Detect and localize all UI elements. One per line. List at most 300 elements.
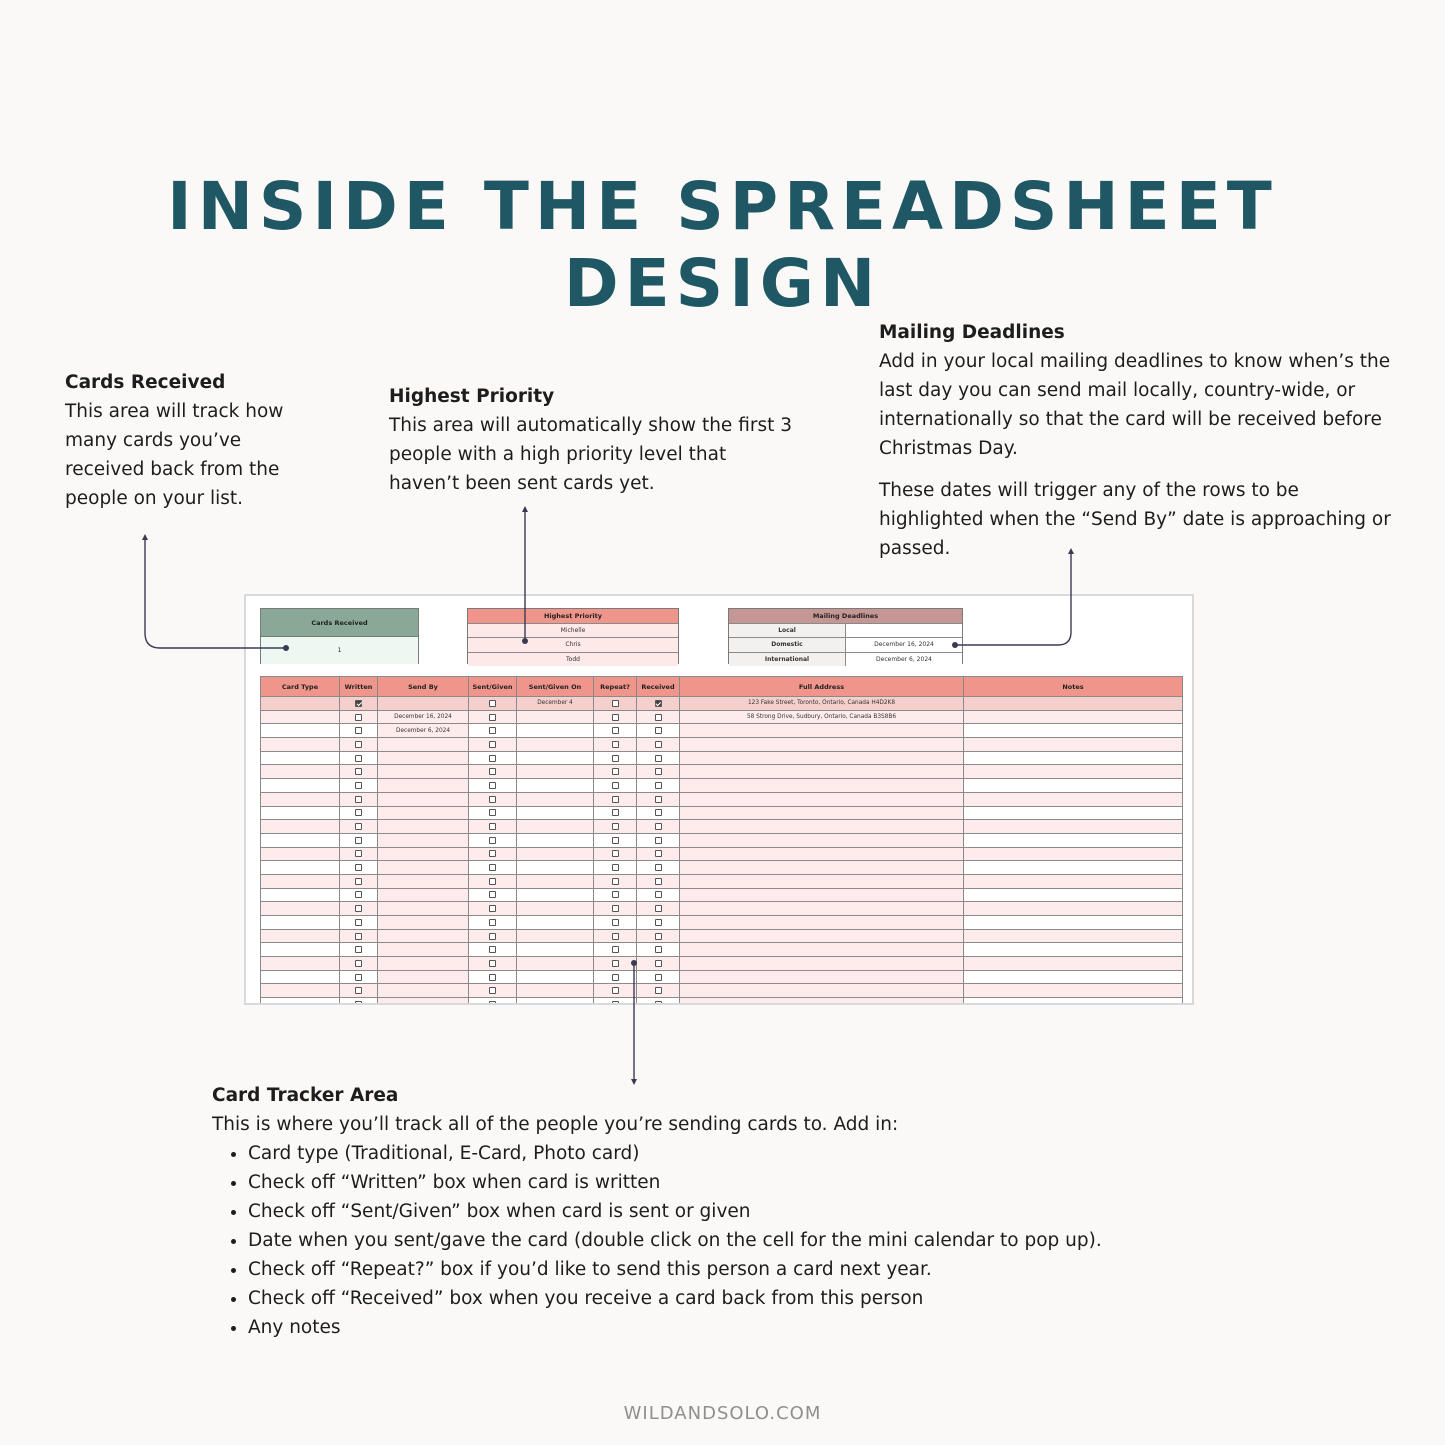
- checkbox[interactable]: [355, 960, 362, 967]
- cell-send-by[interactable]: [378, 984, 469, 998]
- checkbox[interactable]: [355, 987, 362, 994]
- checkbox[interactable]: [355, 891, 362, 898]
- cell-send-by[interactable]: [378, 847, 469, 861]
- cell-received[interactable]: [637, 902, 680, 916]
- priority-name[interactable]: Chris: [565, 641, 581, 649]
- cell-sent[interactable]: [469, 888, 517, 902]
- cell-received[interactable]: [637, 806, 680, 820]
- checkbox[interactable]: [612, 782, 619, 789]
- cell-send-by[interactable]: [378, 751, 469, 765]
- deadline-date[interactable]: [846, 624, 962, 638]
- cell-sent-on[interactable]: [517, 861, 594, 875]
- cell-notes[interactable]: [964, 957, 1183, 971]
- cell-card-type[interactable]: [261, 765, 340, 779]
- cell-sent-on[interactable]: [517, 738, 594, 752]
- cell-send-by[interactable]: [378, 943, 469, 957]
- column-header[interactable]: Full Address: [680, 677, 964, 697]
- cell-repeat[interactable]: [594, 916, 637, 930]
- cell-notes[interactable]: [964, 765, 1183, 779]
- cell-address[interactable]: [680, 916, 964, 930]
- cell-repeat[interactable]: [594, 724, 637, 738]
- checkbox[interactable]: [355, 768, 362, 775]
- cell-notes[interactable]: [964, 861, 1183, 875]
- checkbox[interactable]: [489, 755, 496, 762]
- cell-repeat[interactable]: [594, 820, 637, 834]
- cell-card-type[interactable]: [261, 970, 340, 984]
- cell-repeat[interactable]: [594, 888, 637, 902]
- checkbox[interactable]: [612, 796, 619, 803]
- cell-card-type[interactable]: [261, 861, 340, 875]
- checkbox[interactable]: [655, 933, 662, 940]
- checkbox[interactable]: [489, 823, 496, 830]
- cell-send-by[interactable]: [378, 888, 469, 902]
- cell-address[interactable]: 58 Strong Drive, Sudbury, Ontario, Canada B3S8B6: [680, 710, 964, 724]
- cell-address[interactable]: [680, 861, 964, 875]
- cell-sent[interactable]: [469, 902, 517, 916]
- cell-send-by[interactable]: [378, 806, 469, 820]
- cell-repeat[interactable]: [594, 929, 637, 943]
- checkbox[interactable]: [355, 714, 362, 721]
- cell-sent[interactable]: [469, 998, 517, 1005]
- cell-send-by[interactable]: [378, 765, 469, 779]
- cell-card-type[interactable]: [261, 833, 340, 847]
- checkbox[interactable]: [612, 919, 619, 926]
- cell-address[interactable]: [680, 902, 964, 916]
- cell-received[interactable]: [637, 984, 680, 998]
- cell-card-type[interactable]: [261, 902, 340, 916]
- checkbox[interactable]: [612, 905, 619, 912]
- checkbox[interactable]: [612, 741, 619, 748]
- checkbox[interactable]: [612, 933, 619, 940]
- cell-send-by[interactable]: [378, 902, 469, 916]
- checkbox[interactable]: [612, 768, 619, 775]
- checkbox[interactable]: [355, 823, 362, 830]
- cell-send-by[interactable]: [378, 916, 469, 930]
- checkbox[interactable]: [612, 755, 619, 762]
- checkbox[interactable]: [489, 809, 496, 816]
- cell-repeat[interactable]: [594, 957, 637, 971]
- checkbox[interactable]: [655, 891, 662, 898]
- checkbox[interactable]: [355, 1001, 362, 1005]
- cell-sent-on[interactable]: [517, 929, 594, 943]
- cell-send-by[interactable]: [378, 833, 469, 847]
- cell-received[interactable]: [637, 861, 680, 875]
- cell-written[interactable]: [340, 765, 378, 779]
- cell-sent[interactable]: [469, 779, 517, 793]
- checkbox[interactable]: [489, 782, 496, 789]
- cell-address[interactable]: [680, 929, 964, 943]
- cell-card-type[interactable]: [261, 792, 340, 806]
- cell-address[interactable]: [680, 998, 964, 1005]
- checkbox[interactable]: [612, 837, 619, 844]
- checkbox[interactable]: [655, 796, 662, 803]
- checkbox[interactable]: [655, 837, 662, 844]
- checkbox[interactable]: [355, 974, 362, 981]
- checkbox[interactable]: [489, 714, 496, 721]
- cell-received[interactable]: [637, 697, 680, 711]
- cell-written[interactable]: [340, 998, 378, 1005]
- cell-card-type[interactable]: [261, 916, 340, 930]
- cell-sent-on[interactable]: [517, 751, 594, 765]
- cell-received[interactable]: [637, 957, 680, 971]
- cell-sent[interactable]: [469, 765, 517, 779]
- cell-sent-on[interactable]: [517, 833, 594, 847]
- cell-sent-on[interactable]: [517, 998, 594, 1005]
- cell-address[interactable]: [680, 874, 964, 888]
- cell-notes[interactable]: [964, 710, 1183, 724]
- cell-card-type[interactable]: [261, 779, 340, 793]
- cell-repeat[interactable]: [594, 902, 637, 916]
- cell-card-type[interactable]: [261, 888, 340, 902]
- cell-notes[interactable]: [964, 916, 1183, 930]
- cell-received[interactable]: [637, 916, 680, 930]
- cell-sent-on[interactable]: [517, 765, 594, 779]
- checkbox[interactable]: [655, 727, 662, 734]
- checkbox[interactable]: [355, 837, 362, 844]
- cell-received[interactable]: [637, 820, 680, 834]
- column-header[interactable]: Received: [637, 677, 680, 697]
- cell-sent-on[interactable]: [517, 806, 594, 820]
- cell-notes[interactable]: [964, 874, 1183, 888]
- cell-repeat[interactable]: [594, 861, 637, 875]
- cell-sent[interactable]: [469, 929, 517, 943]
- cell-sent-on[interactable]: [517, 779, 594, 793]
- deadline-date[interactable]: December 16, 2024: [846, 638, 962, 652]
- cell-repeat[interactable]: [594, 998, 637, 1005]
- cell-written[interactable]: [340, 710, 378, 724]
- cell-notes[interactable]: [964, 738, 1183, 752]
- cell-sent[interactable]: [469, 984, 517, 998]
- cell-received[interactable]: [637, 874, 680, 888]
- cell-notes[interactable]: [964, 751, 1183, 765]
- cell-sent-on[interactable]: [517, 970, 594, 984]
- cell-notes[interactable]: [964, 902, 1183, 916]
- checkbox[interactable]: [612, 960, 619, 967]
- cell-notes[interactable]: [964, 833, 1183, 847]
- cell-card-type[interactable]: [261, 738, 340, 752]
- cell-sent[interactable]: [469, 847, 517, 861]
- cell-written[interactable]: [340, 916, 378, 930]
- cell-send-by[interactable]: [378, 738, 469, 752]
- cell-notes[interactable]: [964, 792, 1183, 806]
- cell-repeat[interactable]: [594, 874, 637, 888]
- cell-notes[interactable]: [964, 847, 1183, 861]
- cell-written[interactable]: [340, 888, 378, 902]
- cell-sent[interactable]: [469, 792, 517, 806]
- cell-written[interactable]: [340, 984, 378, 998]
- checkbox[interactable]: [655, 741, 662, 748]
- checkbox[interactable]: [655, 768, 662, 775]
- checkbox[interactable]: [489, 974, 496, 981]
- cell-card-type[interactable]: [261, 806, 340, 820]
- cell-written[interactable]: [340, 738, 378, 752]
- cell-written[interactable]: [340, 929, 378, 943]
- cell-card-type[interactable]: [261, 998, 340, 1005]
- checkbox[interactable]: [489, 878, 496, 885]
- cell-received[interactable]: [637, 833, 680, 847]
- cell-received[interactable]: [637, 738, 680, 752]
- cell-send-by[interactable]: [378, 874, 469, 888]
- cell-address[interactable]: [680, 751, 964, 765]
- cell-sent-on[interactable]: [517, 957, 594, 971]
- checkbox[interactable]: [655, 960, 662, 967]
- cell-repeat[interactable]: [594, 738, 637, 752]
- checkbox[interactable]: [489, 1001, 496, 1005]
- checkbox[interactable]: [355, 946, 362, 953]
- cell-address[interactable]: [680, 833, 964, 847]
- cell-received[interactable]: [637, 998, 680, 1005]
- cell-sent[interactable]: [469, 820, 517, 834]
- cell-card-type[interactable]: [261, 957, 340, 971]
- checkbox[interactable]: [612, 850, 619, 857]
- checkbox[interactable]: [612, 974, 619, 981]
- cell-address[interactable]: [680, 888, 964, 902]
- cell-notes[interactable]: [964, 697, 1183, 711]
- cell-notes[interactable]: [964, 984, 1183, 998]
- cell-written[interactable]: [340, 697, 378, 711]
- checkbox[interactable]: [489, 891, 496, 898]
- cell-repeat[interactable]: [594, 792, 637, 806]
- checkbox[interactable]: [489, 864, 496, 871]
- column-header[interactable]: Notes: [964, 677, 1183, 697]
- cell-repeat[interactable]: [594, 697, 637, 711]
- checkbox[interactable]: [489, 933, 496, 940]
- cell-card-type[interactable]: [261, 724, 340, 738]
- cell-sent-on[interactable]: [517, 792, 594, 806]
- checkbox[interactable]: [355, 864, 362, 871]
- cell-repeat[interactable]: [594, 751, 637, 765]
- cell-sent-on[interactable]: [517, 888, 594, 902]
- checkbox-checked[interactable]: [655, 700, 662, 707]
- cell-received[interactable]: [637, 710, 680, 724]
- cell-written[interactable]: [340, 792, 378, 806]
- priority-name[interactable]: Todd: [566, 655, 580, 663]
- cell-send-by[interactable]: [378, 792, 469, 806]
- cell-notes[interactable]: [964, 820, 1183, 834]
- checkbox[interactable]: [612, 1001, 619, 1005]
- checkbox[interactable]: [655, 809, 662, 816]
- checkbox[interactable]: [612, 714, 619, 721]
- cell-address[interactable]: [680, 820, 964, 834]
- cell-written[interactable]: [340, 902, 378, 916]
- cell-send-by[interactable]: December 16, 2024: [378, 710, 469, 724]
- checkbox[interactable]: [655, 823, 662, 830]
- cell-written[interactable]: [340, 943, 378, 957]
- cell-sent[interactable]: [469, 916, 517, 930]
- cell-address[interactable]: [680, 792, 964, 806]
- checkbox[interactable]: [355, 809, 362, 816]
- cell-sent[interactable]: [469, 751, 517, 765]
- checkbox[interactable]: [655, 714, 662, 721]
- cell-address[interactable]: [680, 984, 964, 998]
- cell-notes[interactable]: [964, 888, 1183, 902]
- cell-received[interactable]: [637, 792, 680, 806]
- cell-notes[interactable]: [964, 943, 1183, 957]
- cell-notes[interactable]: [964, 779, 1183, 793]
- checkbox[interactable]: [489, 700, 496, 707]
- checkbox[interactable]: [655, 850, 662, 857]
- cell-card-type[interactable]: [261, 847, 340, 861]
- cell-repeat[interactable]: [594, 806, 637, 820]
- checkbox[interactable]: [489, 987, 496, 994]
- cell-card-type[interactable]: [261, 820, 340, 834]
- cell-received[interactable]: [637, 779, 680, 793]
- checkbox[interactable]: [655, 782, 662, 789]
- cell-send-by[interactable]: [378, 697, 469, 711]
- column-header[interactable]: Card Type: [261, 677, 340, 697]
- cell-sent-on[interactable]: [517, 847, 594, 861]
- checkbox[interactable]: [355, 905, 362, 912]
- cell-repeat[interactable]: [594, 970, 637, 984]
- checkbox[interactable]: [655, 878, 662, 885]
- deadline-date[interactable]: December 6, 2024: [846, 653, 962, 667]
- cell-written[interactable]: [340, 957, 378, 971]
- cell-address[interactable]: [680, 779, 964, 793]
- cell-sent-on[interactable]: December 4: [517, 697, 594, 711]
- cell-sent[interactable]: [469, 970, 517, 984]
- checkbox[interactable]: [489, 850, 496, 857]
- cell-address[interactable]: 123 Fake Street, Toronto, Ontario, Canada H4D2K8: [680, 697, 964, 711]
- checkbox[interactable]: [655, 987, 662, 994]
- cell-address[interactable]: [680, 724, 964, 738]
- cell-card-type[interactable]: [261, 929, 340, 943]
- cell-send-by[interactable]: December 6, 2024: [378, 724, 469, 738]
- cell-sent[interactable]: [469, 738, 517, 752]
- cell-address[interactable]: [680, 970, 964, 984]
- checkbox[interactable]: [655, 905, 662, 912]
- checkbox[interactable]: [355, 796, 362, 803]
- checkbox[interactable]: [355, 755, 362, 762]
- checkbox[interactable]: [655, 755, 662, 762]
- checkbox[interactable]: [489, 919, 496, 926]
- checkbox[interactable]: [612, 823, 619, 830]
- cell-send-by[interactable]: [378, 820, 469, 834]
- cell-address[interactable]: [680, 943, 964, 957]
- cell-written[interactable]: [340, 874, 378, 888]
- column-header[interactable]: Sent/Given On: [517, 677, 594, 697]
- cell-sent-on[interactable]: [517, 916, 594, 930]
- cell-sent[interactable]: [469, 710, 517, 724]
- cell-sent-on[interactable]: [517, 984, 594, 998]
- cell-sent[interactable]: [469, 697, 517, 711]
- checkbox[interactable]: [355, 919, 362, 926]
- cell-send-by[interactable]: [378, 970, 469, 984]
- cell-received[interactable]: [637, 724, 680, 738]
- cell-written[interactable]: [340, 970, 378, 984]
- cell-repeat[interactable]: [594, 984, 637, 998]
- cell-written[interactable]: [340, 820, 378, 834]
- cell-received[interactable]: [637, 765, 680, 779]
- column-header[interactable]: Repeat?: [594, 677, 637, 697]
- checkbox[interactable]: [489, 960, 496, 967]
- cell-repeat[interactable]: [594, 833, 637, 847]
- cell-sent[interactable]: [469, 957, 517, 971]
- cell-written[interactable]: [340, 833, 378, 847]
- cell-send-by[interactable]: [378, 998, 469, 1005]
- checkbox[interactable]: [489, 946, 496, 953]
- checkbox[interactable]: [489, 741, 496, 748]
- cell-received[interactable]: [637, 929, 680, 943]
- cell-sent[interactable]: [469, 833, 517, 847]
- column-header[interactable]: Written: [340, 677, 378, 697]
- cell-sent-on[interactable]: [517, 902, 594, 916]
- cell-card-type[interactable]: [261, 943, 340, 957]
- cell-sent-on[interactable]: [517, 943, 594, 957]
- cell-sent[interactable]: [469, 861, 517, 875]
- priority-name[interactable]: Michelle: [560, 626, 586, 634]
- cell-sent[interactable]: [469, 874, 517, 888]
- cell-received[interactable]: [637, 847, 680, 861]
- checkbox[interactable]: [355, 933, 362, 940]
- cell-card-type[interactable]: [261, 710, 340, 724]
- checkbox[interactable]: [655, 1001, 662, 1005]
- cell-notes[interactable]: [964, 970, 1183, 984]
- cell-received[interactable]: [637, 943, 680, 957]
- cell-repeat[interactable]: [594, 710, 637, 724]
- checkbox[interactable]: [612, 864, 619, 871]
- cell-notes[interactable]: [964, 929, 1183, 943]
- checkbox[interactable]: [355, 727, 362, 734]
- checkbox[interactable]: [655, 864, 662, 871]
- cell-address[interactable]: [680, 765, 964, 779]
- checkbox[interactable]: [489, 768, 496, 775]
- checkbox[interactable]: [355, 850, 362, 857]
- cell-send-by[interactable]: [378, 929, 469, 943]
- checkbox[interactable]: [489, 796, 496, 803]
- column-header[interactable]: Send By: [378, 677, 469, 697]
- checkbox-checked[interactable]: [355, 700, 362, 707]
- cell-send-by[interactable]: [378, 779, 469, 793]
- cell-repeat[interactable]: [594, 943, 637, 957]
- checkbox[interactable]: [355, 878, 362, 885]
- checkbox[interactable]: [355, 782, 362, 789]
- checkbox[interactable]: [489, 727, 496, 734]
- cell-sent-on[interactable]: [517, 820, 594, 834]
- checkbox[interactable]: [489, 837, 496, 844]
- cell-address[interactable]: [680, 738, 964, 752]
- checkbox[interactable]: [612, 727, 619, 734]
- cell-repeat[interactable]: [594, 847, 637, 861]
- cell-card-type[interactable]: [261, 697, 340, 711]
- cell-notes[interactable]: [964, 998, 1183, 1005]
- cell-repeat[interactable]: [594, 779, 637, 793]
- checkbox[interactable]: [612, 891, 619, 898]
- cell-sent[interactable]: [469, 943, 517, 957]
- checkbox[interactable]: [655, 946, 662, 953]
- cell-written[interactable]: [340, 751, 378, 765]
- column-header[interactable]: Sent/Given: [469, 677, 517, 697]
- checkbox[interactable]: [612, 700, 619, 707]
- cell-address[interactable]: [680, 806, 964, 820]
- checkbox[interactable]: [612, 809, 619, 816]
- cell-sent[interactable]: [469, 806, 517, 820]
- checkbox[interactable]: [612, 946, 619, 953]
- cell-received[interactable]: [637, 888, 680, 902]
- cell-sent[interactable]: [469, 724, 517, 738]
- cell-card-type[interactable]: [261, 751, 340, 765]
- cell-sent-on[interactable]: [517, 710, 594, 724]
- checkbox[interactable]: [612, 987, 619, 994]
- checkbox[interactable]: [655, 974, 662, 981]
- checkbox[interactable]: [655, 919, 662, 926]
- cell-address[interactable]: [680, 957, 964, 971]
- cell-written[interactable]: [340, 847, 378, 861]
- cell-written[interactable]: [340, 806, 378, 820]
- cell-send-by[interactable]: [378, 957, 469, 971]
- cell-notes[interactable]: [964, 806, 1183, 820]
- cell-send-by[interactable]: [378, 861, 469, 875]
- cell-sent-on[interactable]: [517, 874, 594, 888]
